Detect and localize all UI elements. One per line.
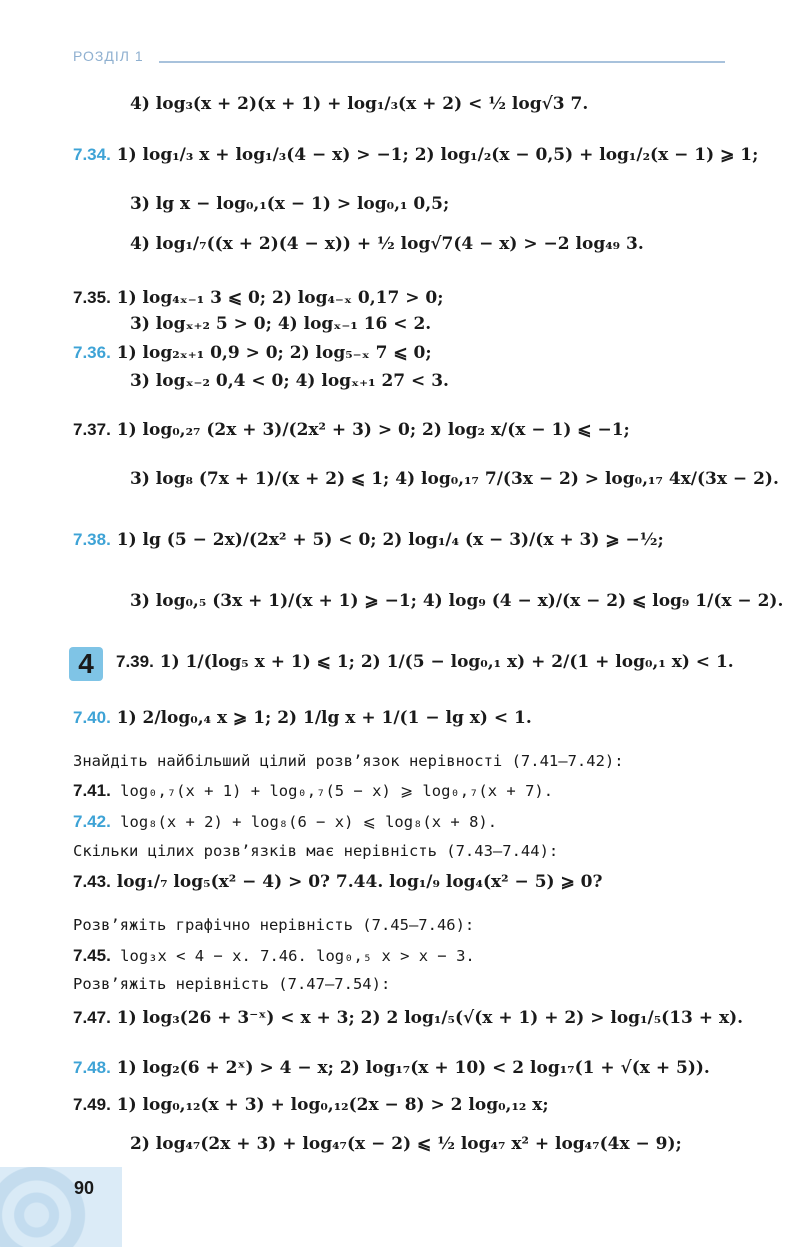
problem-text: 3) lg x − log₀,₁(x − 1) > log₀,₁ 0,5; — [130, 194, 450, 214]
problem-line — [73, 1008, 743, 1029]
instruction-text — [73, 753, 624, 771]
problem-line — [73, 946, 475, 966]
problem-number: 7.34. — [73, 145, 111, 164]
problem-number: 7.36. — [73, 343, 111, 362]
page-number: 90 — [74, 1178, 95, 1198]
header-rule — [159, 61, 725, 63]
problem-text: 1) log₂ₓ₊₁ 0,9 > 0; 2) log₅₋ₓ 7 ⩽ 0; — [116, 343, 432, 363]
problem-line — [130, 315, 431, 335]
instruction-label: Розв’яжіть нерівність (7.47–7.54): — [73, 975, 391, 993]
problem-line — [73, 812, 497, 832]
problem-line — [73, 1058, 710, 1079]
problem-number: 7.43. — [73, 872, 111, 891]
problem-text: 1) log₄ₓ₋₁ 3 ⩽ 0; 2) log₄₋ₓ 0,17 > 0; — [116, 288, 444, 308]
problem-text: log₈(x + 2) + log₈(6 − x) ⩽ log₈(x + 8). — [120, 813, 498, 831]
problem-line — [130, 470, 779, 490]
problem-number: 7.41. — [73, 781, 111, 800]
problem-line — [116, 652, 734, 673]
problem-text: 4) log₁/₇((x + 2)(4 − x)) + ½ log√7(4 − x) > −2 log₄₉ 3. — [130, 234, 644, 254]
problem-line — [73, 343, 432, 364]
problem-text: 3) logₓ₋₂ 0,4 < 0; 4) logₓ₊₁ 27 < 3. — [130, 371, 449, 391]
problem-number: 7.49. — [73, 1095, 111, 1114]
problem-text: log₀,₇(x + 1) + log₀,₇(5 − x) ⩾ log₀,₇(x + 7). — [120, 782, 554, 800]
problem-line — [130, 195, 449, 215]
instruction-label: Знайдіть найбільший цілий розв’язок нерівності (7.41–7.42): — [73, 752, 624, 770]
problem-number: 7.47. — [73, 1008, 111, 1027]
problem-text: 1) 2/log₀,₄ x ⩾ 1; 2) 1/lg x + 1/(1 − lg x) < 1. — [116, 708, 532, 728]
problem-text: 1) log₁/₃ x + log₁/₃(4 − x) > −1; 2) log₁/₂(x − 0,5) + log₁/₂(x − 1) ⩾ 1; — [116, 145, 759, 165]
section-title: РОЗДІЛ 1 — [73, 48, 144, 64]
problem-line — [130, 235, 644, 255]
section-header — [73, 44, 725, 74]
instruction-text — [73, 917, 474, 935]
problem-line — [130, 1135, 682, 1155]
problem-number: 7.35. — [73, 288, 111, 307]
problem-number: 7.48. — [73, 1058, 111, 1077]
problem-text: 1) log₀,₁₂(x + 3) + log₀,₁₂(2x − 8) > 2 log₀,₁₂ x; — [116, 1095, 549, 1115]
problem-text: 1) log₂(6 + 2ˣ) > 4 − x; 2) log₁₇(x + 10) < 2 log₁₇(1 + √(x + 5)). — [116, 1058, 710, 1078]
instruction-text — [73, 976, 390, 994]
problem-line — [73, 145, 758, 166]
problem-line — [73, 288, 443, 309]
problem-text: 1) lg (5 − 2x)/(2x² + 5) < 0; 2) log₁/₄ (x − 3)/(x + 3) ⩾ −½; — [116, 530, 664, 550]
problem-line — [73, 420, 630, 441]
problem-number: 7.37. — [73, 420, 111, 439]
instruction-label: Скільки цілих розв’язків має нерівність (7.43–7.44): — [73, 842, 559, 860]
problem-line — [130, 95, 588, 115]
problem-number: 7.45. — [73, 946, 111, 965]
problem-text: 2) log₄₇(2x + 3) + log₄₇(x − 2) ⩽ ½ log₄₇ x² + log₄₇(4x − 9); — [130, 1134, 682, 1154]
problem-text: 3) log₀,₅ (3x + 1)/(x + 1) ⩾ −1; 4) log₉ (4 − x)/(x − 2) ⩽ log₉ 1/(x − 2). — [130, 591, 784, 611]
problem-text: 3) logₓ₊₂ 5 > 0; 4) logₓ₋₁ 16 < 2. — [130, 314, 432, 334]
problem-text: log₃x < 4 − x. 7.46. log₀,₅ x > x − 3. — [120, 947, 475, 965]
problem-text: 1) 1/(log₅ x + 1) ⩽ 1; 2) 1/(5 − log₀,₁ x) + 2/(1 + log₀,₁ x) < 1. — [159, 652, 734, 672]
problem-number: 7.39. — [116, 652, 154, 671]
problem-line — [73, 530, 664, 551]
problem-text: 3) log₈ (7x + 1)/(x + 2) ⩽ 1; 4) log₀,₁₇ 7/(3x − 2) > log₀,₁₇ 4x/(3x − 2). — [130, 469, 779, 489]
problem-text: 1) log₃(26 + 3⁻ˣ) < x + 3; 2) 2 log₁/₅(√(x + 1) + 2) > log₁/₅(13 + x). — [116, 1008, 744, 1028]
decorative-corner-pattern — [0, 1167, 122, 1247]
problem-text: log₁/₇ log₅(x² − 4) > 0? 7.44. log₁/₉ log₄(x² − 5) ⩾ 0? — [116, 872, 603, 892]
problem-line — [73, 872, 602, 893]
problem-line — [130, 592, 783, 612]
problem-line — [73, 1095, 549, 1116]
problem-line — [130, 372, 449, 392]
problem-number: 7.42. — [73, 812, 111, 831]
problem-number: 7.40. — [73, 708, 111, 727]
level-badge: 4 — [69, 647, 103, 681]
problem-text: 1) log₀,₂₇ (2x + 3)/(2x² + 3) > 0; 2) log₂ x/(x − 1) ⩽ −1; — [116, 420, 630, 440]
problem-number: 7.38. — [73, 530, 111, 549]
instruction-text — [73, 843, 558, 861]
problem-line — [73, 781, 553, 801]
problem-line — [73, 708, 532, 729]
problem-text: 4) log₃(x + 2)(x + 1) + log₁/₃(x + 2) < ½ log√3 7. — [130, 94, 589, 114]
instruction-label: Розв’яжіть графічно нерівність (7.45–7.46): — [73, 916, 475, 934]
